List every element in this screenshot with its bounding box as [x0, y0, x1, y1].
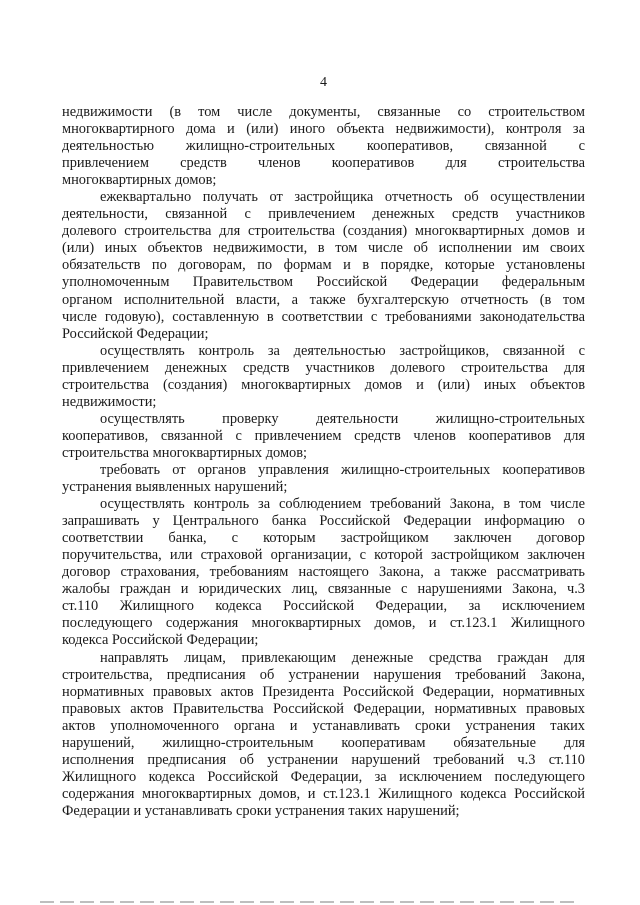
text-line: (или) иных объектов недвижимости, в том числе об исполнении им своих	[62, 240, 585, 257]
text-line: устранения выявленных нарушений;	[62, 479, 288, 496]
text-line: осуществлять контроль за соблюдением требований Закона, в том числе	[100, 496, 585, 513]
text-line: нарушений, жилищно-строительным кооперативам обязательные для	[62, 734, 585, 751]
text-line: долевого строительства для строительства (создания) многоквартирных домов и	[62, 223, 585, 240]
document-body	[62, 104, 585, 820]
text-line: недвижимости (в том числе документы, связанные со строительством	[62, 104, 585, 120]
text-line: многоквартирных домов;	[62, 172, 217, 189]
text-line: требовать от органов управления жилищно-строительных кооперативов	[100, 461, 585, 478]
text-line: договор страхования, требованиям настоящего Закона, а также рассматривать	[62, 564, 585, 581]
text-line: строительства (создания) многоквартирных домов и (или) иных объектов	[62, 376, 585, 393]
text-line: соответствии банка, с которым застройщиком заключен договор	[62, 530, 585, 547]
text-line: содержания многоквартирных домов, и ст.123.1 Жилищного кодекса Российской	[62, 785, 585, 802]
text-line: Российской Федерации;	[62, 325, 209, 342]
text-line: деятельности, связанной с привлечением денежных средств участников	[62, 206, 585, 223]
text-line: привлечением средств членов кооперативов для строительства	[62, 155, 585, 172]
text-line: деятельностью жилищно-строительных кооперативов, связанной с	[62, 138, 585, 155]
scan-bottom-edge	[40, 901, 580, 903]
text-line: нормативных правовых актов Президента Российской Федерации, нормативных	[62, 683, 585, 700]
text-line: привлечением денежных средств участников долевого строительства для	[62, 359, 585, 376]
text-line: осуществлять проверку деятельности жилищно-строительных	[100, 410, 585, 427]
text-line: числе годовую), составленную в соответствии с требованиями законодательства	[62, 308, 585, 325]
text-line: многоквартирного дома и (или) иного объекта недвижимости), контроля за	[62, 121, 585, 138]
text-line: актов уполномоченного органа и устанавливать сроки устранения таких	[62, 717, 585, 734]
text-line: осуществлять контроль за деятельностью застройщиков, связанной с	[100, 342, 585, 359]
text-line: обязательств по договорам, по формам и в порядке, которые установлены	[62, 257, 585, 274]
page-number: 4	[320, 75, 327, 90]
text-line: поручительства, или страховой организации, с которой застройщиком заключен	[62, 547, 585, 564]
text-line: органом исполнительной власти, а также бухгалтерскую отчетность (в том	[62, 291, 585, 308]
text-line: направлять лицам, привлекающим денежные средства граждан для	[100, 649, 585, 666]
text-line: строительства многоквартирных домов;	[62, 444, 308, 461]
text-line: исполнения предписания об устранении нарушений требований ч.3 ст.110	[62, 751, 585, 768]
text-line: запрашивать у Центрального банка Российской Федерации информацию о	[62, 513, 585, 530]
text-line: Федерации и устанавливать сроки устранения таких нарушений;	[62, 802, 460, 819]
text-line: кодекса Российской Федерации;	[62, 632, 259, 649]
text-line: строительства, предписания об устранении нарушения требований Закона,	[62, 666, 585, 683]
text-line: ежеквартально получать от застройщика отчетность об осуществлении	[100, 189, 585, 206]
text-line: уполномоченным Правительством Российской Федерации федеральным	[62, 274, 585, 291]
text-line: последующего содержания многоквартирных домов, и ст.123.1 Жилищного	[62, 615, 585, 632]
text-line: жалобы граждан и юридических лиц, связанные с нарушениями Закона, ч.3	[62, 581, 585, 598]
text-line: кооперативов, связанной с привлечением средств членов кооперативов для	[62, 427, 585, 444]
text-line: Жилищного кодекса Российской Федерации, за исключением последующего	[62, 768, 585, 785]
text-line: правовых актов Правительства Российской Федерации, нормативных правовых	[62, 700, 585, 717]
text-line: ст.110 Жилищного кодекса Российской Федерации, за исключением	[62, 598, 585, 615]
text-line: недвижимости;	[62, 393, 157, 410]
